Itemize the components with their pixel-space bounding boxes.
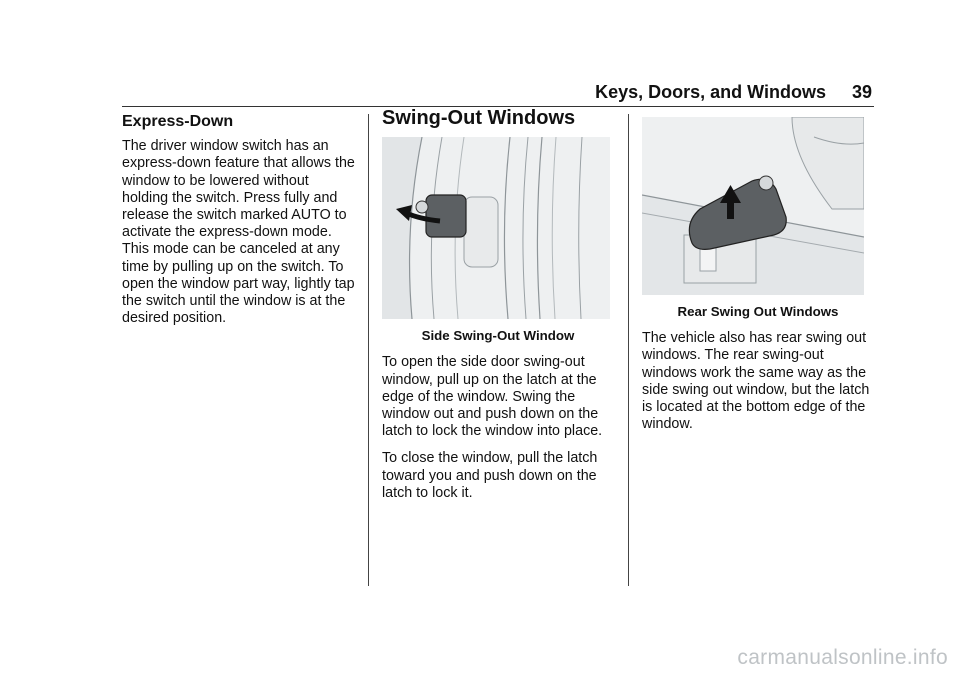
chapter-title: Keys, Doors, and Windows [595,82,826,102]
running-header [595,82,872,103]
rear-window-paragraph: The vehicle also has rear swing out windows. The rear swing-out windows work the same way as the side swing out window, but the latch is located at the bottom edge of the window. [642,330,870,433]
rear-swing-out-window-figure [642,117,864,295]
watermark-text[interactable]: carmanualsonline.info [737,646,948,669]
column-divider-1 [368,114,369,586]
column-divider-2 [628,114,629,586]
column-1 [122,113,358,337]
open-side-window-paragraph: To open the side door swing-out window, pull up on the latch at the edge of the window. Swing the window out and push down on the latch to lock the window into place. [382,354,603,440]
page-number: 39 [851,82,872,102]
swing-out-windows-heading: Swing-Out Windows [382,107,576,129]
rear-window-caption: Rear Swing Out Windows [677,304,839,319]
express-down-heading: Express-Down [122,113,234,130]
side-swing-out-window-figure [382,137,610,319]
close-side-window-paragraph: To close the window, pull the latch toward you and push down on the latch to lock it. [382,450,598,501]
express-down-paragraph: The driver window switch has an express-down feature that allows the window to be lowered without holding the switch. Press fully and release the switch marked AUTO to activate the express-down mode. This mode can be canceled at any time by pulling up on the switch. To open the window part way, lightly tap the switch until the window is at the desired position. [122,138,355,327]
side-window-caption: Side Swing-Out Window [421,328,575,344]
window-latch [426,195,466,237]
column-3 [642,117,874,443]
column-2 [382,107,614,512]
